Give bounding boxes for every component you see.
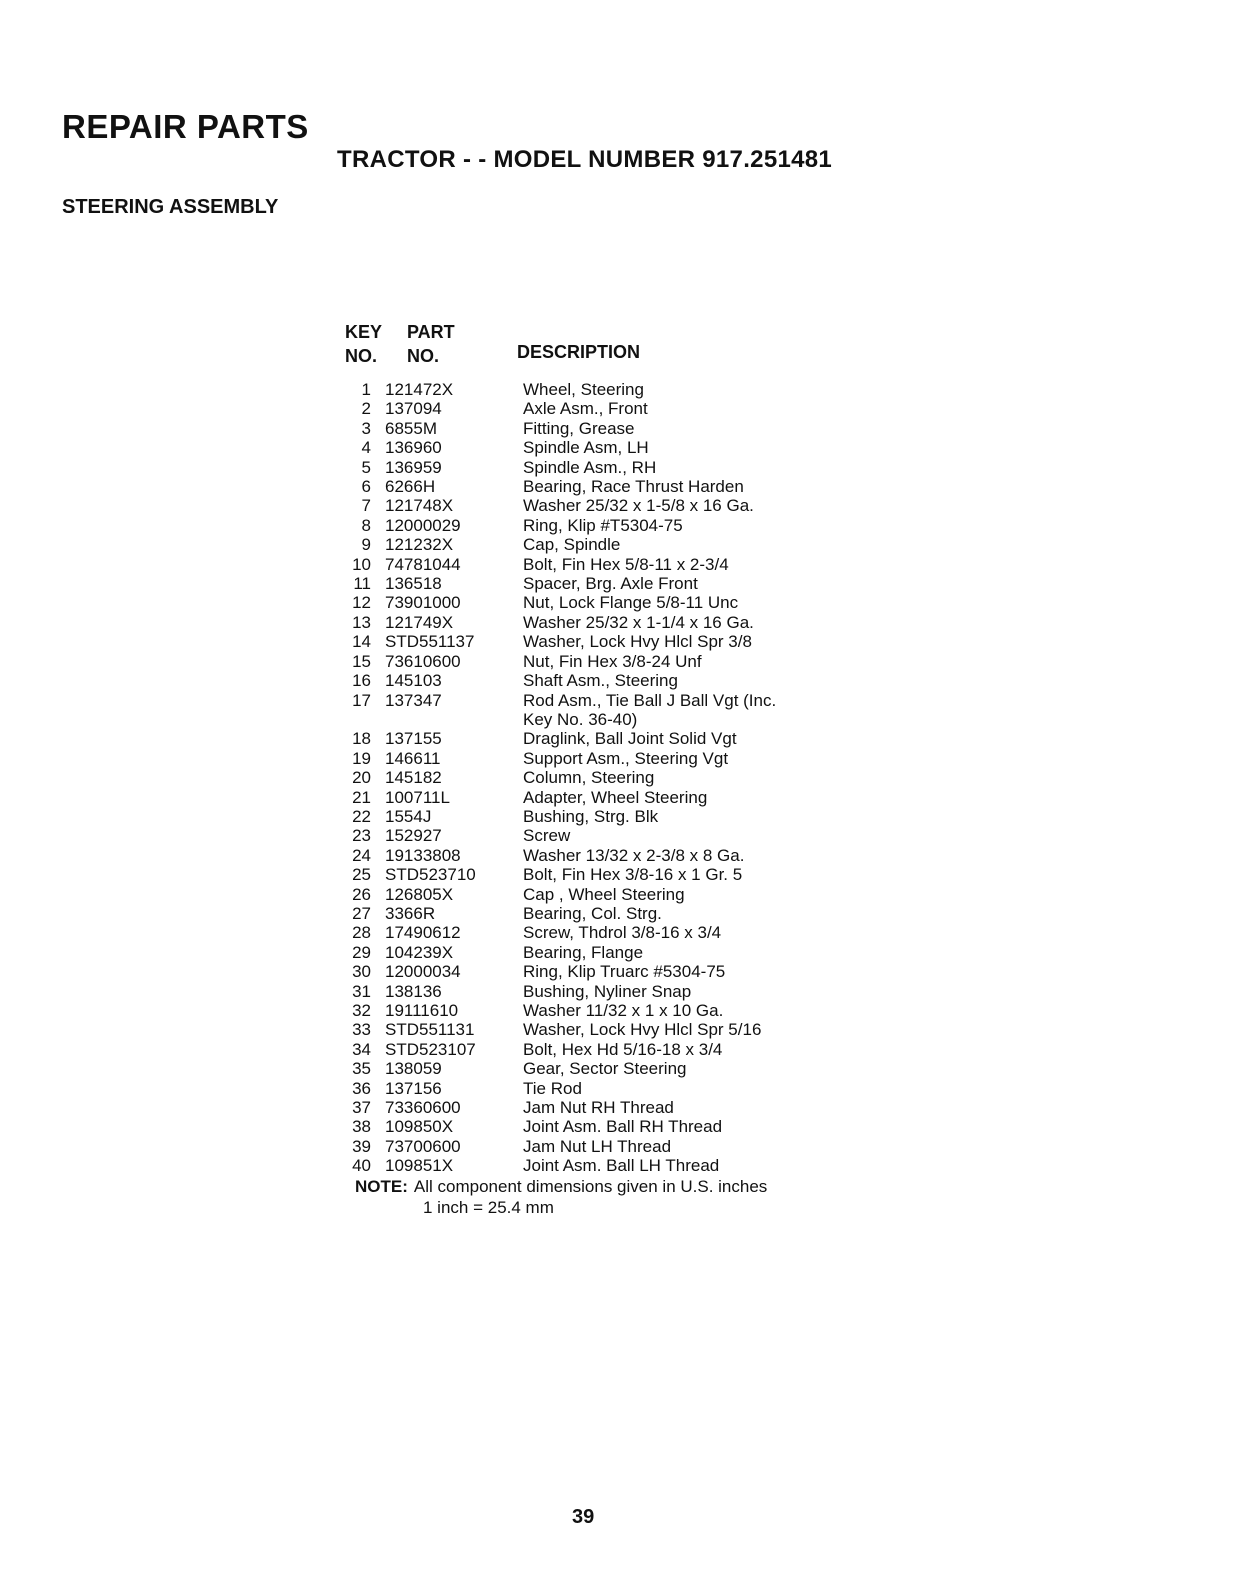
part-description: Screw, Thdrol 3/8-16 x 3/4 (523, 923, 722, 943)
part-description: Adapter, Wheel Steering (523, 787, 708, 807)
part-number: 146611 (385, 748, 441, 768)
key-number: 29 (352, 942, 371, 962)
part-number: 6855M (385, 418, 437, 438)
parts-row (345, 535, 865, 554)
parts-row (345, 749, 865, 768)
parts-row (345, 923, 865, 942)
key-number: 27 (352, 903, 371, 923)
parts-row (345, 419, 865, 438)
part-description: Joint Asm. Ball LH Thread (523, 1156, 720, 1176)
parts-row (345, 1040, 865, 1059)
key-number: 19 (352, 748, 371, 768)
parts-row (345, 652, 865, 671)
part-description: Washer 11/32 x 1 x 10 Ga. (523, 1001, 724, 1020)
parts-row (345, 943, 865, 962)
parts-list-header (345, 322, 865, 370)
key-number: 35 (352, 1059, 371, 1079)
parts-row (345, 1079, 865, 1098)
key-number: 34 (352, 1039, 371, 1059)
part-number: STD551131 (385, 1020, 475, 1040)
part-description: Cap , Wheel Steering (523, 884, 685, 904)
parts-row (345, 632, 865, 651)
part-description: Rod Asm., Tie Ball J Ball Vgt (Inc. Key No. 36-40) (523, 690, 777, 729)
part-description: Bearing, Flange (523, 942, 644, 962)
part-number: 137156 (385, 1078, 442, 1098)
column-header-key-no: NO. (345, 346, 378, 366)
parts-row (345, 380, 865, 399)
parts-row (345, 1059, 865, 1078)
part-number: 152927 (385, 826, 442, 846)
part-number: 121748X (385, 496, 454, 516)
parts-row (345, 982, 865, 1001)
part-description: Bolt, Fin Hex 5/8-11 x 2-3/4 (523, 554, 729, 574)
key-number: 20 (352, 768, 371, 788)
part-description: Washer 25/32 x 1-5/8 x 16 Ga. (523, 496, 754, 516)
key-number: 21 (352, 787, 371, 807)
part-number: 145103 (385, 671, 442, 691)
part-description: Column, Steering (523, 768, 655, 788)
parts-row (345, 729, 865, 748)
part-description: Joint Asm. Ball RH Thread (523, 1117, 723, 1137)
part-description: Bearing, Col. Strg. (523, 903, 662, 923)
part-number: STD551137 (385, 632, 475, 652)
key-number: 32 (352, 1001, 371, 1020)
section-title: STEERING ASSEMBLY (62, 196, 279, 218)
part-description: Washer 13/32 x 2-3/8 x 8 Ga. (523, 845, 745, 865)
part-number: 138059 (385, 1059, 442, 1079)
part-number: 17490612 (385, 923, 461, 943)
column-header-key: KEY (345, 322, 383, 342)
key-number: 7 (361, 496, 371, 516)
part-number: 1554J (385, 806, 432, 826)
part-number: 136959 (385, 457, 442, 477)
part-number: 73360600 (385, 1098, 461, 1118)
part-number: 73901000 (385, 593, 461, 613)
parts-row (345, 671, 865, 690)
part-number: 109851X (385, 1156, 454, 1176)
key-number: 30 (352, 962, 371, 982)
part-description: Washer, Lock Hvy Hlcl Spr 3/8 (523, 632, 752, 652)
part-number: 137155 (385, 729, 442, 749)
parts-row (345, 826, 865, 845)
part-description: Cap, Spindle (523, 535, 621, 555)
part-number: 73610600 (385, 651, 461, 671)
parts-rows (345, 380, 865, 1176)
column-header-description: DESCRIPTION (517, 342, 641, 362)
key-number: 36 (352, 1078, 371, 1098)
part-description: Axle Asm., Front (523, 399, 648, 419)
key-number: 8 (361, 515, 371, 535)
part-number: 121749X (385, 612, 454, 632)
part-description: Washer 25/32 x 1-1/4 x 16 Ga. (523, 612, 754, 632)
key-number: 6 (361, 477, 371, 497)
part-description: Screw (523, 826, 571, 846)
part-description: Bolt, Fin Hex 3/8-16 x 1 Gr. 5 (523, 865, 743, 885)
key-number: 2 (361, 399, 371, 419)
page-title: REPAIR PARTS (62, 108, 309, 145)
parts-row (345, 593, 865, 612)
part-number: 121472X (385, 380, 454, 399)
parts-row (345, 574, 865, 593)
part-description: Washer, Lock Hvy Hlcl Spr 5/16 (523, 1020, 762, 1040)
part-number: 109850X (385, 1117, 454, 1137)
part-description: Bolt, Hex Hd 5/16-18 x 3/4 (523, 1039, 723, 1059)
part-description: Nut, Lock Flange 5/8-11 Unc (523, 593, 739, 613)
model-title: TRACTOR - - MODEL NUMBER 917.251481 (337, 146, 833, 173)
part-description: Support Asm., Steering Vgt (523, 748, 729, 768)
part-description: Gear, Sector Steering (523, 1059, 687, 1079)
part-description: Tie Rod (523, 1078, 582, 1098)
note (355, 1176, 767, 1218)
key-number: 13 (352, 612, 371, 632)
part-number: 12000034 (385, 962, 461, 982)
parts-row (345, 1020, 865, 1039)
key-number: 25 (352, 865, 371, 885)
key-number: 31 (352, 981, 371, 1001)
parts-row (345, 458, 865, 477)
part-number: 137094 (385, 399, 442, 419)
key-number: 33 (352, 1020, 371, 1040)
parts-row (345, 885, 865, 904)
part-description: Bushing, Nyliner Snap (523, 981, 692, 1001)
part-description: Spindle Asm, LH (523, 438, 649, 458)
parts-row (345, 516, 865, 535)
part-number: 145182 (385, 768, 442, 788)
key-number: 4 (361, 438, 371, 458)
part-number: STD523107 (385, 1039, 476, 1059)
parts-row (345, 496, 865, 515)
part-description: Fitting, Grease (523, 418, 635, 438)
note-line-2: 1 inch = 25.4 mm (423, 1198, 554, 1217)
part-number: 137347 (385, 690, 442, 710)
part-description: Spindle Asm., RH (523, 457, 657, 477)
parts-row (345, 865, 865, 884)
parts-row (345, 477, 865, 496)
key-number: 17 (352, 690, 371, 710)
part-number: 74781044 (385, 554, 461, 574)
part-description: Bearing, Race Thrust Harden (523, 477, 744, 497)
key-number: 18 (352, 729, 371, 749)
key-number: 15 (352, 651, 371, 671)
page-number: 39 (572, 1506, 595, 1528)
parts-row (345, 1117, 865, 1136)
key-number: 39 (352, 1136, 371, 1156)
part-description: Wheel, Steering (523, 380, 644, 399)
part-description: Shaft Asm., Steering (523, 671, 678, 691)
key-number: 5 (361, 457, 371, 477)
part-number: 19111610 (385, 1001, 459, 1020)
key-number: 9 (361, 535, 371, 555)
part-number: 100711L (385, 787, 450, 807)
key-number: 10 (352, 554, 371, 574)
part-number: 136960 (385, 438, 442, 458)
part-number: 6266H (385, 477, 436, 497)
key-number: 37 (352, 1098, 371, 1118)
part-number: 3366R (385, 903, 436, 923)
part-description: Jam Nut RH Thread (523, 1098, 674, 1118)
parts-row (345, 846, 865, 865)
key-number: 38 (352, 1117, 371, 1137)
parts-row (345, 399, 865, 418)
note-line-1: All component dimensions given in U.S. inches (413, 1177, 768, 1196)
parts-row (345, 904, 865, 923)
part-description: Ring, Klip #T5304-75 (523, 515, 683, 535)
parts-list (345, 322, 865, 1176)
part-number: 73700600 (385, 1136, 461, 1156)
key-number: 22 (352, 806, 371, 826)
key-number: 40 (352, 1156, 371, 1176)
parts-row (345, 555, 865, 574)
key-number: 28 (352, 923, 371, 943)
column-header-part-no: NO. (407, 346, 440, 366)
key-number: 14 (352, 632, 371, 652)
parts-row (345, 1098, 865, 1117)
key-number: 1 (361, 380, 371, 399)
part-number: 104239X (385, 942, 454, 962)
part-description: Draglink, Ball Joint Solid Vgt (523, 729, 737, 749)
part-description: Bushing, Strg. Blk (523, 806, 659, 826)
part-description: Ring, Klip Truarc #5304-75 (523, 962, 726, 982)
parts-row (345, 1001, 865, 1020)
parts-row (345, 613, 865, 632)
key-number: 23 (352, 826, 371, 846)
part-number: 121232X (385, 535, 454, 555)
key-number: 3 (361, 418, 371, 438)
parts-row (345, 1137, 865, 1156)
key-number: 24 (352, 845, 371, 865)
key-number: 16 (352, 671, 371, 691)
parts-row (345, 691, 865, 730)
key-number: 26 (352, 884, 371, 904)
note-label: NOTE: (355, 1177, 408, 1196)
part-number: STD523710 (385, 865, 476, 885)
part-number: 19133808 (385, 845, 461, 865)
part-description: Nut, Fin Hex 3/8-24 Unf (523, 651, 702, 671)
parts-row (345, 807, 865, 826)
part-number: 126805X (385, 884, 454, 904)
part-number: 138136 (385, 981, 442, 1001)
parts-row (345, 438, 865, 457)
part-description: Spacer, Brg. Axle Front (523, 574, 698, 594)
parts-row (345, 962, 865, 981)
key-number: 11 (353, 574, 371, 594)
parts-row (345, 1156, 865, 1175)
parts-row (345, 788, 865, 807)
parts-row (345, 768, 865, 787)
key-number: 12 (352, 593, 371, 613)
part-number: 12000029 (385, 515, 461, 535)
column-header-part: PART (407, 322, 455, 342)
part-number: 136518 (385, 574, 442, 594)
part-description: Jam Nut LH Thread (523, 1136, 672, 1156)
